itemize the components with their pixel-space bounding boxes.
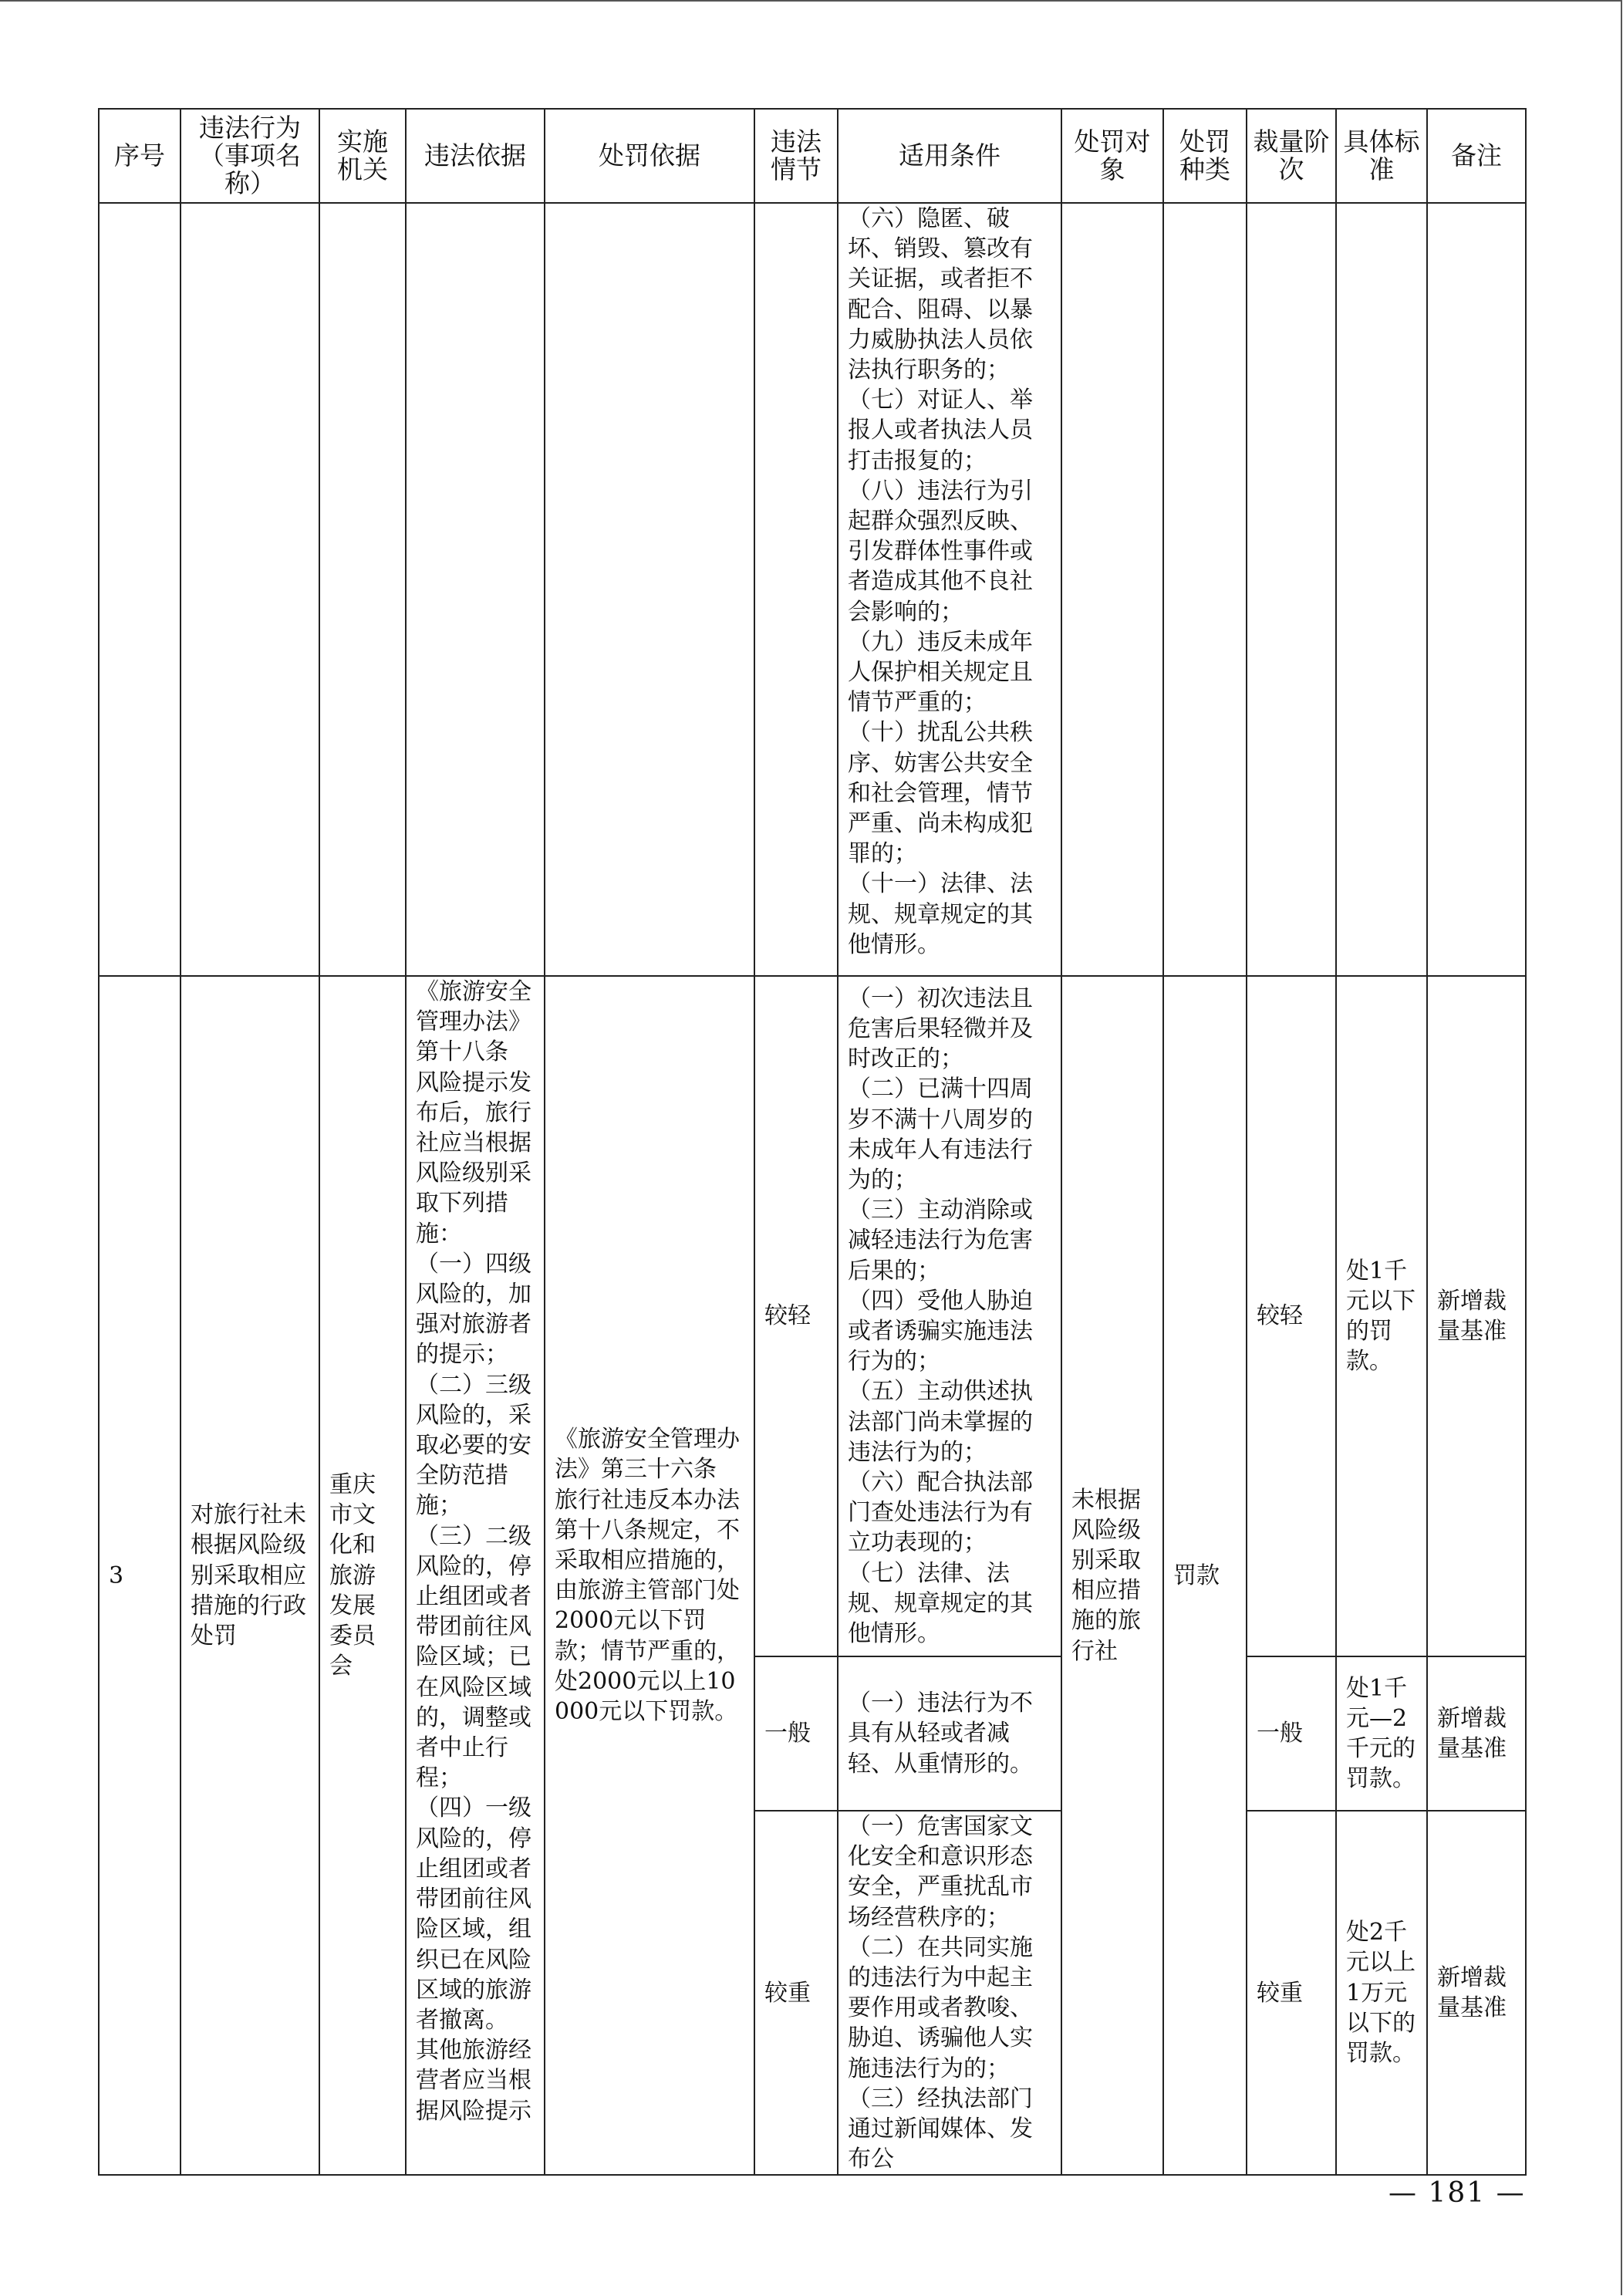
header-penalty-type: 处罚种类 (1163, 109, 1247, 203)
tier-circumstance: 一般 (754, 1656, 838, 1811)
tier-remark: 新增裁量基准 (1427, 976, 1526, 1656)
tier-circumstance: 较轻 (754, 976, 838, 1656)
tier-condition: （一）初次违法且危害后果轻微并及时改正的； （二）已满十四周岁不满十八周岁的未成年人有违法行为的； （三）主动消除或减轻违法行为危害后果的； （四）受他人胁迫或者诱骗实施违法行为的； （五）主动供述执法部门尚未掌握的违法行为的； （六）配合执法部门查处违法行为有立功表现的； （七）法律、法规、规章规定的其他情形。 (848, 984, 1033, 1648)
tier-remark: 新增裁量基准 (1427, 1811, 1526, 2175)
header-level: 裁量阶次 (1247, 109, 1336, 203)
tier-level: 一般 (1247, 1656, 1336, 1811)
continued-row (99, 203, 1526, 976)
empty-cell (1336, 203, 1427, 976)
empty-cell (1061, 203, 1163, 976)
tier-condition: （一）危害国家文化安全和意识形态安全，严重扰乱市场经营秩序的； （二）在共同实施的违法行为中起主要作用或者教唆、胁迫、诱骗他人实施违法行为的； （三）经执法部门通过新闻媒体、发布公 (848, 1813, 1033, 2173)
continued-condition-cell (838, 203, 1061, 976)
empty-cell (1247, 203, 1336, 976)
empty-cell (1163, 203, 1247, 976)
tier-standard: 处2千元以上1万元以下的罚款。 (1336, 1811, 1427, 2175)
tier-level: 较轻 (1247, 976, 1336, 1656)
empty-cell (754, 203, 838, 976)
item-behavior: 对旅行社未根据风险级别采取相应措施的行政处罚 (181, 976, 319, 2175)
page-number: — 181 — (1388, 2177, 1526, 2209)
header-behavior: 违法行为（事项名称） (181, 109, 319, 203)
header-condition: 适用条件 (838, 109, 1061, 203)
item-violation-basis-cell (406, 976, 545, 2175)
header-agency: 实施机关 (319, 109, 406, 203)
empty-cell (1427, 203, 1526, 976)
header-target: 处罚对象 (1061, 109, 1163, 203)
item-violation-basis: 《旅游安全管理办法》第十八条 风险提示发布后，旅行社应当根据风险级别采取下列措施： （一）四级风险的，加强对旅游者的提示； （二）三级风险的，采取必要的安全防范措施； （三）二级风险的，停止组团或者带团前往风险区域；已在风险区域的，调整或者中止行程； （四）一级风险的，停止组团或者带团前往风险区域，组织已在风险区域的旅游者撤离。 其他旅游经营者应当根据风险提示 (416, 978, 531, 2125)
header-circumstance: 违法情节 (754, 109, 838, 203)
continued-condition-text: （六）隐匿、破坏、销毁、篡改有关证据，或者拒不配合、阻碍、以暴力威胁执法人员依法执行职务的； （七）对证人、举报人或者执法人员打击报复的； （八）违法行为引起群众强烈反映、引发群体性事件或者造成其他不良社会影响的； （九）违反未成年人保护相关规定且情节严重的； （十）扰乱公共秩序、妨害公共安全和社会管理，情节严重、尚未构成犯罪的； （十一）法律、法规、规章规定的其他情形。 (848, 205, 1033, 958)
header-violation-basis: 违法依据 (406, 109, 545, 203)
tier-standard: 处1千元—2千元的罚款。 (1336, 1656, 1427, 1811)
item-row-tier-light (99, 976, 1526, 1656)
header-remark: 备注 (1427, 109, 1526, 203)
tier-remark: 新增裁量基准 (1427, 1656, 1526, 1811)
empty-cell (99, 203, 181, 976)
item-agency: 重庆市文化和旅游发展委员会 (319, 976, 406, 2175)
tier-circumstance: 较重 (754, 1811, 838, 2175)
tier-condition: （一）违法行为不具有从轻或者减轻、从重情形的。 (848, 1690, 1033, 1778)
tier-condition-cell (838, 1811, 1061, 2175)
tier-condition-cell (838, 976, 1061, 1656)
tier-level: 较重 (1247, 1811, 1336, 2175)
penalty-standards-table (98, 108, 1527, 2176)
empty-cell (181, 203, 319, 976)
header-row (99, 109, 1526, 203)
item-penalty-basis: 《旅游安全管理办法》第三十六条 旅行社违反本办法第十八条规定，不采取相应措施的，由旅游主管部门处2000元以下罚款；情节严重的，处2000元以上10000元以下罚款。 (545, 976, 754, 2175)
tier-condition-cell (838, 1656, 1061, 1811)
header-penalty-basis: 处罚依据 (545, 109, 754, 203)
empty-cell (319, 203, 406, 976)
item-penalty-type: 罚款 (1163, 976, 1247, 2175)
header-seq: 序号 (99, 109, 181, 203)
empty-cell (545, 203, 754, 976)
header-standard: 具体标准 (1336, 109, 1427, 203)
item-target: 未根据风险级别采取相应措施的旅行社 (1061, 976, 1163, 2175)
item-seq: 3 (99, 976, 181, 2175)
tier-standard: 处1千元以下的罚款。 (1336, 976, 1427, 1656)
empty-cell (406, 203, 545, 976)
